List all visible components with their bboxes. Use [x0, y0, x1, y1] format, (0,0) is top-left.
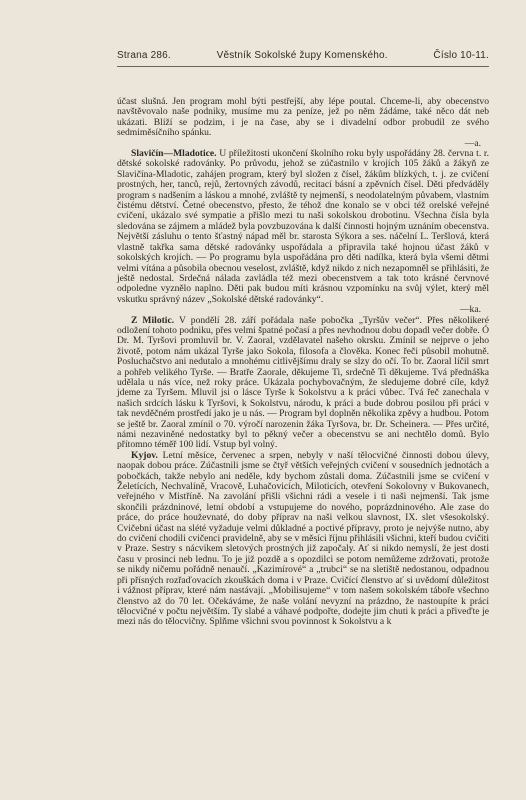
- paragraph-signature: —ka.: [459, 304, 481, 316]
- paragraph-kyjov: [117, 451, 489, 628]
- paragraph-continuation: [117, 97, 489, 149]
- article-body: [117, 97, 489, 628]
- paragraph-text: V pondělí 28. září pořádala naše pobočka „Tyršův večer“. Přes několikeré odložení tohoto podniku, přes velmi špatné počasí a přes nevhodnou dobu dopadl večer dobře. Ó Dr. M. Tyršovi promluvil br. V. Zaoral, vzdělavatel našeho okrsku. Zmínil se nejprve o jeho životě, potom nám ukázal Tyrše jako Sokola, filosofa a člověka. Konec řeči působil mohutně. Posluchačstvo ani nedutalo a mnohému citlivějšímu draly se slzy do očí. To br. Zaoral líčil smrt a pohřeb velikého Tyrše. — Bratře Zaorale, děkujeme Ti, srdečně Ti děkujeme. Tvá přednáška udělala u nás více, než roky práce. Ukázala pochybovačným, že sledujeme dobré cíle, když jdeme za Tyršem. Mluvil jsi o lásce Tyrše k Sokolstvu a k práci vůbec. Tvá řeč zanechala v našich srdcích lásku k Tyršovi, k Sokolstvu, národu, k práci a bude dobrou posilou při práci v tak nevděčném prostředí jako je u nás. — Program byl doplněn několika zpěvy a hudbou. Potom se ještě br. Zaoral zmínil o 70. výročí narozenin žáka Tyršova, br. Dr. Scheinera. — Přes určité, námi nezaviněné nedostatky byl to pěkný večer a obecenstvu se ani nechtělo domů. Bylo přítomno téměř 100 lidí. Vstup byl volný.: [117, 314, 489, 451]
- paragraph-signature: —a.: [464, 137, 481, 149]
- paragraph-text: Letní měsíce, červenec a srpen, nebyly v naší tělocvičné činnosti dobou úlevy, naopak dobou práce. Zúčastnili jsme se čtyř větších veřejných cvičení v sousedních jednotách a pobočkách, takže nebylo ani neděle, kdy bychom zůstali doma. Zúčastnili jsme se cvičení v Želetících, Nechvalíně, Vracově, Luhačovicích, Miloticích, otevření Sokolovny v Bukovanech, veřejného v Mistříně. Na zavolání přišli všichni rádi a vesele i ti naši nejmenší. Tak jsme skončili prázdninové, letní období a vstupujeme do nového, poprázdninového. Ale zase do práce, do práce houževnaté, do doby příprav na naši velkou slavnost, IX. slet všesokolský. Cvičební účast na slété vyžaduje velmi důkladné a poctivé přípravy, proto je nejvýše nutno, aby do cvičení chodili cvičenci pravidelně, aby se v měsíci říjnu přihlásili všichni, kteří budou cvičiti v Praze. Sestry s nácvikem sletových prostných již započaly. Ať si nikdo nemyslí, že jest dosti času v prosinci neb lednu. To je již pozdě a s opozdilci se potom nemůžeme zdržovati, protože se nikdy ničemu pořádně nenaučí. „Kazimírové“ a „trubci“ se na sletiště nedostanou, odpadnou při přísných rozřaďovacích zkouškách doma i v Praze. Cvičící členstvo ať si uvědomí důležitost i vážnost příprav, které nám nastávají. „Mobilisujeme“ v tom našem sokolském táboře všechno členstvo až do 70 let. Očekáváme, že naše volání nevyzní na prázdno, že nastoupíte k práci tělocvičné v počtu největším. Ty slabé a váhavé podpořte, dodejte jim chuti k práci a přiveďte je mezi nás do tělocvičny. Splňme všichni svou povinnost k Sokolstvu a k: [117, 449, 489, 628]
- issue-number: Číslo 10-11.: [433, 50, 489, 61]
- paragraph-text: U příležitosti ukončení školního roku byly uspořádány 28. června t. r. dětské sokolské radovánky. Po průvodu, jehož se zúčastnilo v krojích 105 žáků a žákyň ze Slavičína-Mladotic, zahájen program, který byl složen z čísel, žákům blízkých, t. j. ze cvičení prostných, her, tanců, rejů, žertovných závodů, recitací básní a zpěvních čísel. Děti předváděly program s nadšením a láskou a mnohé, zvláště ty nejmenší, s neodolatelným půvabem, vlastním čistému dětství. Četné obecenstvo, přesto, že téhož dne konalo se v obci též orelské veřejné cvičení, ukázalo své sympatie a přišlo mezi tu naši sokolskou drobotinu. Všechna čísla byla sledována se zájmem a mládež byla povzbuzována k další činnosti hojným uznáním obecenstva. Největší zásluhu o tento šťastný nápad měl br. starosta Sýkora a ses. náčelní L. Teršlová, která vlastně takřka sama dětské radovánky uspořádala a připravila také hojnou účast žáků v sokolských krojích. — Po programu byla uspořádána pro děti nadílka, která byla všemi dětmi velmi vítána a působila obecnou veselost, zvláště, když nikdo z nich nezapomněl se přihlásiti, že ještě nedostal. Srdečná nálada zavládla též mezi obecenstvem a tak toto krásné červnové odpoledne vyznělo naplno. Děti pak budou míti krásnou vzpomínku na svůj výlet, který měl vskutku správný název „Sokolské dětské radovánky“.: [117, 148, 489, 305]
- paragraph-milotice: [117, 316, 489, 451]
- paragraph-lead: Z Milotic.: [131, 314, 175, 326]
- paragraph-lead: Slavičín—Mladotice.: [131, 148, 217, 160]
- header-rule: [117, 66, 489, 67]
- paragraph-text: účast slušná. Jen program mohl býti pestřejší, aby lépe poutal. Chceme-li, aby obecenstvo navštěvovalo naše podniky, musíme mu za peníze, jež po něm žádáme, také něco dát neb ukázati. Blíží se podzim, i je na čase, aby se i divadelní odbor probudil ze svého sedmiměsíčního spánku.: [117, 96, 489, 139]
- paragraph-slavicin: [117, 149, 489, 316]
- paragraph-lead: Kyjov.: [131, 449, 158, 461]
- running-header: [117, 50, 489, 61]
- page-number: Strana 286.: [117, 50, 171, 61]
- journal-title: Věstník Sokolské župy Komenského.: [216, 50, 388, 61]
